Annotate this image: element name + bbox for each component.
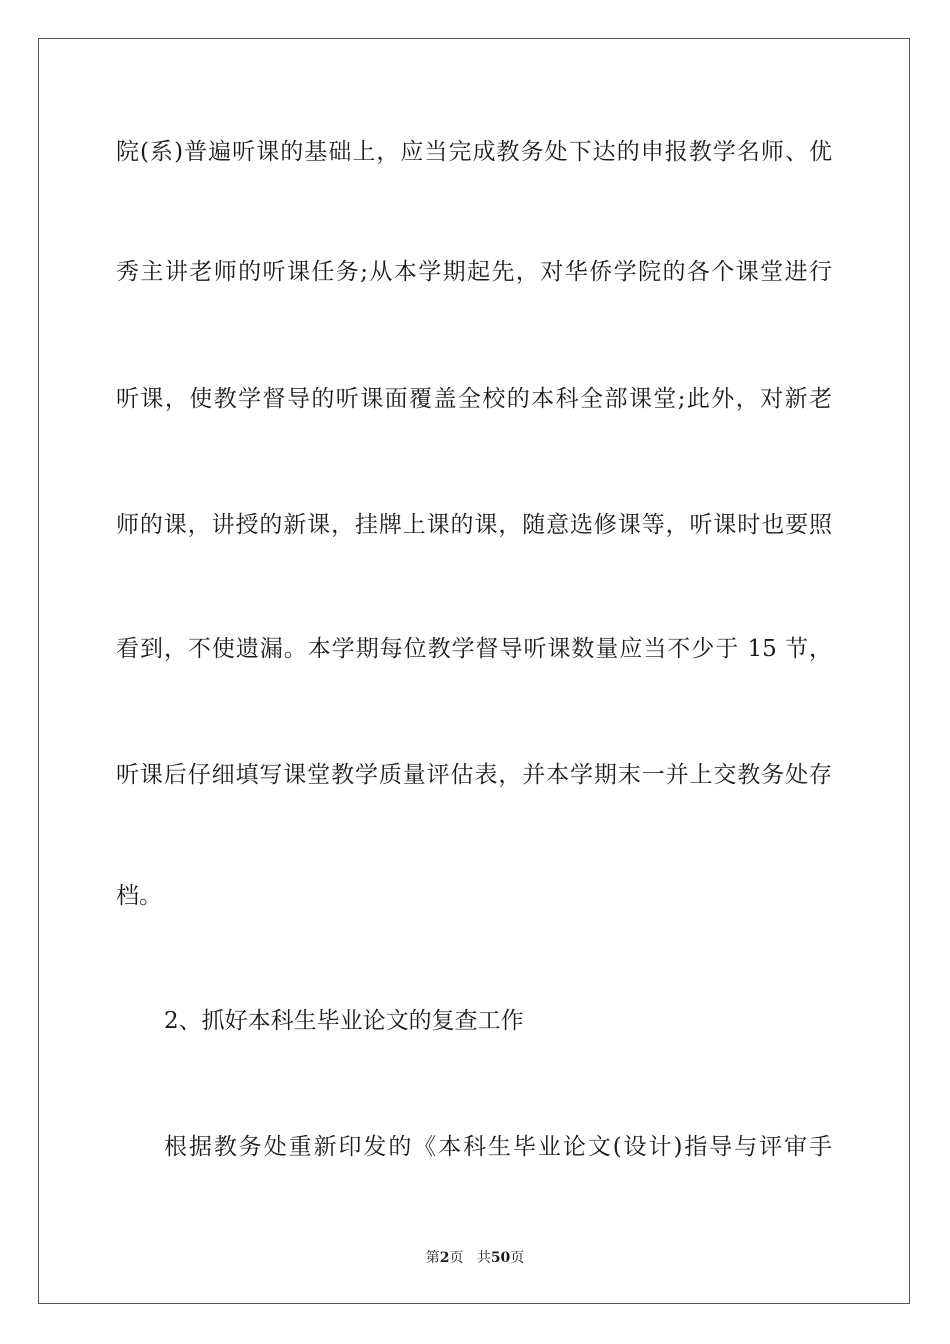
page-frame <box>38 38 910 1304</box>
footer-total-pages: 50 <box>490 1250 511 1266</box>
body-text-line: 档。 <box>116 883 162 909</box>
body-text-line: 根据教务处重新印发的《本科生毕业论文(设计)指导与评审手 <box>164 1134 832 1160</box>
body-text-line: 院(系)普遍听课的基础上，应当完成教务处下达的申报教学名师、优 <box>116 139 832 165</box>
body-text-line: 师的课，讲授的新课，挂牌上课的课，随意选修课等，听课时也要照 <box>116 512 832 538</box>
footer-total-suffix: 页 <box>510 1250 525 1266</box>
body-text-line: 听课后仔细填写课堂教学质量评估表，并本学期末一并上交教务处存 <box>116 762 832 788</box>
body-text-line: 看到，不使遗漏。本学期每位教学督导听课数量应当不少于 15 节， <box>116 636 832 662</box>
footer-total-prefix: 共 <box>476 1250 491 1266</box>
body-text-line: 听课，使教学督导的听课面覆盖全校的本科全部课堂;此外，对新老 <box>116 386 832 412</box>
footer-page-suffix: 页 <box>449 1250 464 1266</box>
footer-current-page: 2 <box>439 1250 450 1266</box>
page-footer <box>0 1249 950 1267</box>
body-text-line: 秀主讲老师的听课任务;从本学期起先，对华侨学院的各个课堂进行 <box>116 259 832 285</box>
footer-prefix: 第 <box>425 1250 440 1266</box>
section-heading: 2、抓好本科生毕业论文的复查工作 <box>164 1008 524 1034</box>
